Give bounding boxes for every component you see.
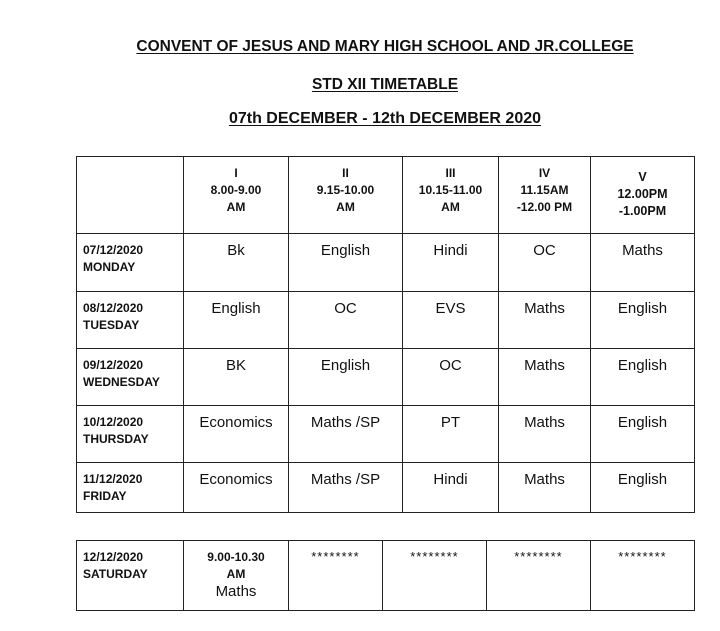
corner-cell	[77, 157, 184, 234]
subject-cell: EVS	[403, 292, 499, 349]
period-header: III 10.15-11.00 AM	[403, 157, 499, 234]
period-header: IV 11.15AM -12.00 PM	[499, 157, 591, 234]
subject-cell: OC	[499, 234, 591, 292]
table-row	[77, 463, 695, 513]
subject-cell: Maths	[499, 292, 591, 349]
subject-cell: English	[591, 463, 695, 513]
table-row	[77, 541, 695, 611]
subject-cell: Economics	[184, 406, 289, 463]
table-row	[77, 292, 695, 349]
empty-period-cell: ********	[289, 541, 383, 611]
table-row	[77, 349, 695, 406]
period-header: II 9.15-10.00 AM	[289, 157, 403, 234]
subject-cell: English	[591, 406, 695, 463]
school-name: CONVENT OF JESUS AND MARY HIGH SCHOOL AND JR.COLLEGE	[136, 38, 634, 55]
subject-label: Maths	[215, 583, 257, 600]
subject-cell: English	[289, 234, 403, 292]
timetable-title: STD XII TIMETABLE	[311, 76, 459, 93]
subject-cell: Maths	[499, 349, 591, 406]
subject-cell: English	[289, 349, 403, 406]
day-cell: 08/12/2020 TUESDAY	[77, 292, 184, 349]
subject-cell: Hindi	[403, 463, 499, 513]
day-cell: 11/12/2020 FRIDAY	[77, 463, 184, 513]
empty-period-cell: ********	[383, 541, 487, 611]
subject-cell: Economics	[184, 463, 289, 513]
subject-cell: OC	[403, 349, 499, 406]
empty-period-cell: ********	[487, 541, 591, 611]
subject-cell: OC	[289, 292, 403, 349]
saturday-table	[76, 540, 695, 611]
subject-cell: PT	[403, 406, 499, 463]
subject-cell: English	[184, 292, 289, 349]
timetable	[76, 156, 695, 513]
date-range: 07th DECEMBER - 12th DECEMBER 2020	[228, 110, 542, 127]
period-header: V 12.00PM -1.00PM	[591, 157, 695, 234]
subject-cell: Hindi	[403, 234, 499, 292]
subject-cell: BK	[184, 349, 289, 406]
header-row	[77, 157, 695, 234]
subject-cell: Maths	[499, 406, 591, 463]
subject-cell: Maths /SP	[289, 406, 403, 463]
subject-cell: Maths	[591, 234, 695, 292]
day-cell: 09/12/2020 WEDNESDAY	[77, 349, 184, 406]
period-header: I 8.00-9.00 AM	[184, 157, 289, 234]
day-cell: 10/12/2020 THURSDAY	[77, 406, 184, 463]
subject-cell: Maths	[499, 463, 591, 513]
saturday-period-cell: 9.00-10.30 AM Maths	[184, 541, 289, 611]
table-row	[77, 406, 695, 463]
day-cell: 07/12/2020 MONDAY	[77, 234, 184, 292]
subject-cell: English	[591, 292, 695, 349]
day-cell: 12/12/2020 SATURDAY	[77, 541, 184, 611]
subject-cell: English	[591, 349, 695, 406]
subject-cell: Bk	[184, 234, 289, 292]
subject-cell: Maths /SP	[289, 463, 403, 513]
table-row	[77, 234, 695, 292]
empty-period-cell: ********	[591, 541, 695, 611]
